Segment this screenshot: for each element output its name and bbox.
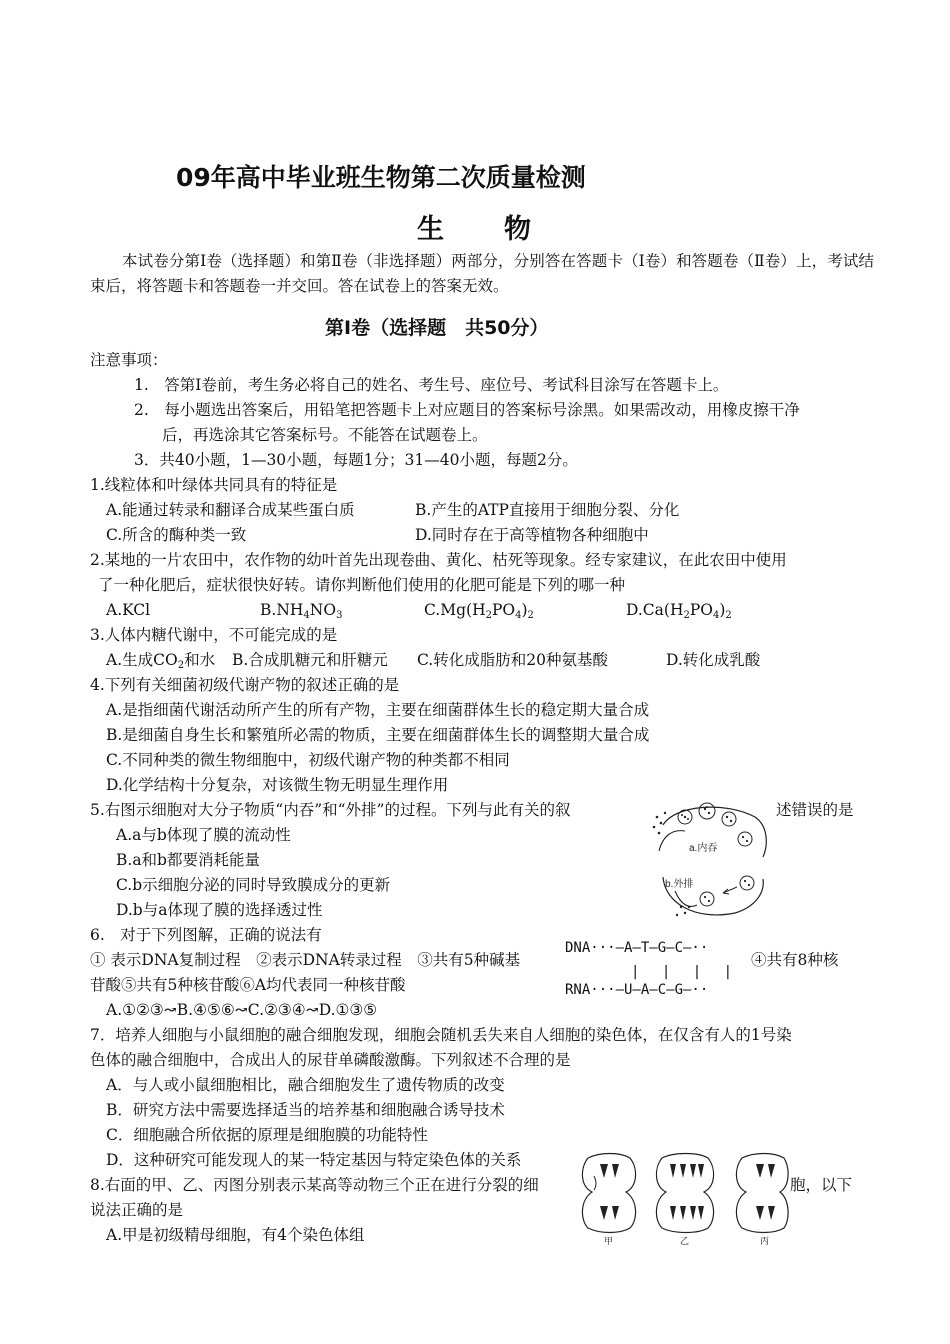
notice-item-3: 3．共40小题，1—30小题，每题1分；31—40小题，每题2分。 [134,451,578,469]
exam-title: 09年高中毕业班生物第二次质量检测 [176,163,586,192]
q2-d-text: D.Ca(H [626,601,684,619]
q5-stem-end: 述错误的是 [776,801,854,819]
q4-option-c: C.不同种类的微生物细胞中，初级代谢产物的种类都不相同 [106,751,510,769]
q2-c-sub2: 4 [515,610,522,621]
notice-item-2-cont: 后，再选涂其它答案标号。不能答在试题卷上。 [162,426,488,444]
q6-stem: 6. 对于下列图解，正确的说法有 [90,926,322,944]
cell-division-figure [580,1150,790,1245]
q1-option-d: D.同时存在于高等植物各种细胞中 [415,526,649,544]
q3-option-b: B.合成肌糖元和肝糖元 [232,651,388,669]
notice-item-1: 1. 答第Ⅰ卷前，考生务必将自己的姓名、考生号、座位号、考试科目涂写在答题卡上。 [134,376,729,394]
q2-stem-cont: 了一种化肥后，症状很快好转。请你判断他们使用的化肥可能是下列的哪一种 [98,576,626,594]
q5-option-a: A.a与b体现了膜的流动性 [116,826,291,844]
q2-d-sub3: 2 [725,610,732,621]
base-pair-bars: | | | | [631,964,733,980]
fig-label-b: b.外排 [665,879,694,890]
q7-option-a: A．与人或小鼠细胞相比，融合细胞发生了遗传物质的改变 [106,1076,505,1094]
q5-stem: 5.右图示细胞对大分子物质“内吞”和“外排”的过程。下列与此有关的叙 [90,801,571,819]
dna-rna-diagram [565,940,751,1002]
q6-statements-1: ① 表示DNA复制过程 ②表示DNA转录过程 ③共有5种碱基 [90,951,521,969]
q2-option-a: A.KCl [106,601,151,619]
q2-c-text: C.Mg(H [424,601,486,619]
notice-item-2: 2. 每小题选出答案后，用铅笔把答题卡上对应题目的答案标号涂黑。如果需改动，用橡皮擦干净 [134,401,800,419]
fig-label-bing: 丙 [760,1237,770,1245]
q2-d-text3: ) [719,601,726,619]
q4-option-a: A.是指细菌代谢活动所产生的所有产物，主要在细菌群体生长的稳定期大量合成 [106,701,650,719]
q3-option-c: C.转化成脂肪和20种氨基酸 [417,651,608,669]
fig-label-jia: 甲 [604,1237,614,1245]
q4-option-b: B.是细菌自身生长和繁殖所必需的物质，主要在细菌群体生长的调整期大量合成 [106,726,650,744]
q3-stem: 3.人体内糖代谢中，不可能完成的是 [90,626,338,644]
notice-heading: 注意事项： [90,351,168,369]
q5-option-b: B.a和b都要消耗能量 [116,851,260,869]
intro-paragraph: 本试卷分第Ⅰ卷（选择题）和第Ⅱ卷（非选择题）两部分，分别答在答题卡（Ⅰ卷）和答题卷（Ⅱ卷）上，考试结束后，将答题卡和答题卷一并交回。答在试卷上的答案无效。 [90,252,874,295]
q2-d-sub2: 4 [712,610,720,621]
q3-a-sub: 2 [177,660,185,671]
q2-c-text2: PO [491,601,516,619]
fig-label-a: a.内吞 [689,843,718,854]
q3-a-text: A.生成CO [106,651,178,669]
q2-b-text: B.NH [260,601,304,619]
subject-title: 生 物 [417,214,533,245]
q2-option-c [424,600,534,626]
q6-options: A.①②③↝B.④⑤⑥↝C.②③④↝D.①③⑤ [106,1001,378,1019]
q1-option-b: B.产生的ATP直接用于细胞分裂、分化 [415,501,680,519]
q8-stem-cont: 说法正确的是 [90,1201,184,1219]
q7-option-c: C．细胞融合所依据的原理是细胞膜的功能特性 [106,1126,428,1144]
q2-d-text2: PO [689,601,713,619]
q6-statements-1-end: ④共有8种核 [751,951,839,969]
q2-option-d [626,600,732,626]
q2-b-text2: NO [309,601,337,619]
q3-option-a [106,650,215,676]
rna-strand: RNA···—U—A—C—G—·· [565,982,709,998]
q2-b-sub2: 3 [336,610,343,621]
q2-option-b [260,600,342,626]
q2-b-sub: 4 [303,610,310,621]
q4-option-d: D.化学结构十分复杂，对该微生物无明显生理作用 [106,776,449,794]
q2-d-sub: 2 [683,610,690,621]
q1-option-c: C.所含的酶种类一致 [106,526,247,544]
q7-stem-cont: 色体的融合细胞中，合成出人的尿苷单磷酸激酶。下列叙述不合理的是 [90,1051,571,1069]
dna-strand: DNA···—A—T—G—C—·· [565,940,709,956]
q3-a-text2: 和水 [184,651,216,669]
q7-option-d: D．这种研究可能发现人的某一特定基因与特定染色体的关系 [106,1151,522,1169]
q1-stem: 1.线粒体和叶绿体共同具有的特征是 [90,476,338,494]
section-title: 第Ⅰ卷（选择题 共50分） [325,317,549,339]
q8-stem: 8.右面的甲、乙、丙图分别表示某高等动物三个正在进行分裂的细 [90,1176,539,1194]
q7-stem: 7．培养人细胞与小鼠细胞的融合细胞发现，细胞会随机丢失来自人细胞的染色体，在仅含有人的1号染 [90,1026,792,1044]
endocytosis-exocytosis-figure [645,795,775,925]
q2-c-sub: 2 [485,610,492,621]
fig-label-yi: 乙 [680,1237,690,1245]
q8-stem-end: 胞，以下 [790,1176,853,1194]
q3-option-d: D.转化成乳酸 [666,651,761,669]
q7-option-b: B．研究方法中需要选择适当的培养基和细胞融合诱导技术 [106,1101,505,1119]
q2-c-sub3: 2 [527,610,534,621]
q2-c-text3: ) [521,601,528,619]
q1-option-a: A.能通过转录和翻译合成某些蛋白质 [106,501,355,519]
q4-stem: 4.下列有关细菌初级代谢产物的叙述正确的是 [90,676,400,694]
q8-option-a: A.甲是初级精母细胞，有4个染色体组 [106,1226,365,1244]
q5-option-c: C.b示细胞分泌的同时导致膜成分的更新 [116,876,391,894]
q6-statements-2: 苷酸⑤共有5种核苷酸⑥A均代表同一种核苷酸 [90,976,406,994]
q5-option-d: D.b与a体现了膜的选择透过性 [116,901,323,919]
q2-stem: 2.某地的一片农田中，农作物的幼叶首先出现卷曲、黄化、枯死等现象。经专家建议，在此农田中使用 [90,551,787,569]
